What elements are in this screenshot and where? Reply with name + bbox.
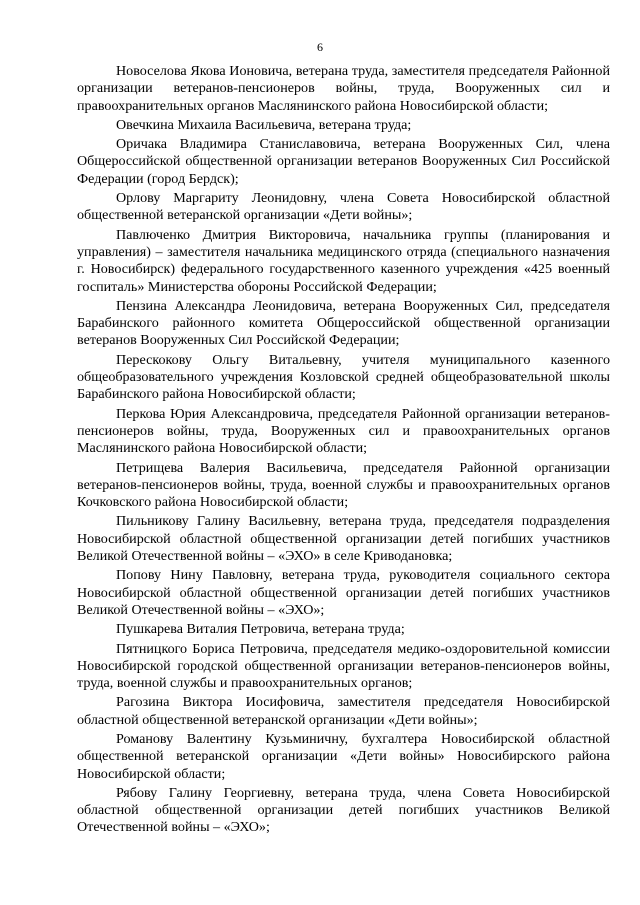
list-entry: Павлюченко Дмитрия Викторовича, начальника группы (планирования и управления) – заместителя начальника медицинского отряда (специального назначения г. Новосибирск) федерального государственного казенного учреждения «425 военный госпиталь» Министерства обороны Российской Федерации; — [77, 226, 610, 295]
list-entry: Романову Валентину Кузьминичну, бухгалтера Новосибирской областной общественной ветеранской организации «Дети войны» Новосибирского района Новосибирской области; — [77, 730, 610, 782]
list-entry: Попову Нину Павловну, ветерана труда, руководителя социального сектора Новосибирской областной общественной организации детей погибших участников Великой Отечественной войны – «ЭХО»; — [77, 567, 610, 618]
list-entry: Перкова Юрия Александровича, председателя Районной организации ветеранов-пенсионеров войны, труда, Вооруженных сил и правоохранительных органов Маслянинского района Новосибирской области; — [77, 405, 610, 457]
list-entry: Пильникову Галину Васильевну, ветерана труда, председателя подразделения Новосибирской областной общественной организации детей погибших участников Великой Отечественной войны – «ЭХО» в селе Криводановка; — [77, 513, 610, 565]
document-body — [77, 63, 610, 839]
list-entry: Пензина Александра Леонидовича, ветерана Вооруженных Сил, председателя Барабинского районного комитета Общероссийской общественной организации ветеранов Вооруженных Сил Российской Федерации; — [77, 297, 610, 349]
list-entry: Петрищева Валерия Васильевича, председателя Районной организации ветеранов-пенсионеров войны, труда, военной службы и правоохранительных органов Кочковского района Новосибирской области; — [77, 459, 610, 511]
list-entry: Пятницкого Бориса Петровича, председателя медико-оздоровительной комиссии Новосибирской городской общественной организации ветеранов-пенсионеров войны, труда, военной службы и правоохранительных органов; — [77, 640, 610, 692]
list-entry: Орлову Маргариту Леонидовну, члена Совета Новосибирской областной общественной ветеранской организации «Дети войны»; — [77, 190, 610, 224]
list-entry: Рябову Галину Георгиевну, ветерана труда, члена Совета Новосибирской областной общественной организации детей погибших участников Великой Отечественной войны – «ЭХО»; — [77, 784, 610, 836]
list-entry: Пушкарева Виталия Петровича, ветерана труда; — [116, 621, 405, 638]
page-number: 6 — [317, 40, 323, 54]
list-entry: Перескокову Ольгу Витальевну, учителя муниципального казенного общеобразовательного учреждения Козловской средней общеобразовательной школы Барабинского района Новосибирской области; — [77, 351, 610, 403]
list-entry: Рагозина Виктора Иосифовича, заместителя председателя Новосибирской областной общественной ветеранской организации «Дети войны»; — [77, 694, 610, 728]
list-entry: Оричака Владимира Станиславовича, ветерана Вооруженных Сил, члена Общероссийской общественной организации ветеранов Вооруженных Сил Российской Федерации (город Бердск); — [77, 136, 610, 187]
list-entry: Овечкина Михаила Васильевича, ветерана труда; — [116, 116, 412, 133]
list-entry: Новоселова Якова Ионовича, ветерана труда, заместителя председателя Районной организации ветеранов-пенсионеров войны, труда, Вооруженных сил и правоохранительных органов Маслянинского района Новосибирской области; — [77, 63, 610, 114]
